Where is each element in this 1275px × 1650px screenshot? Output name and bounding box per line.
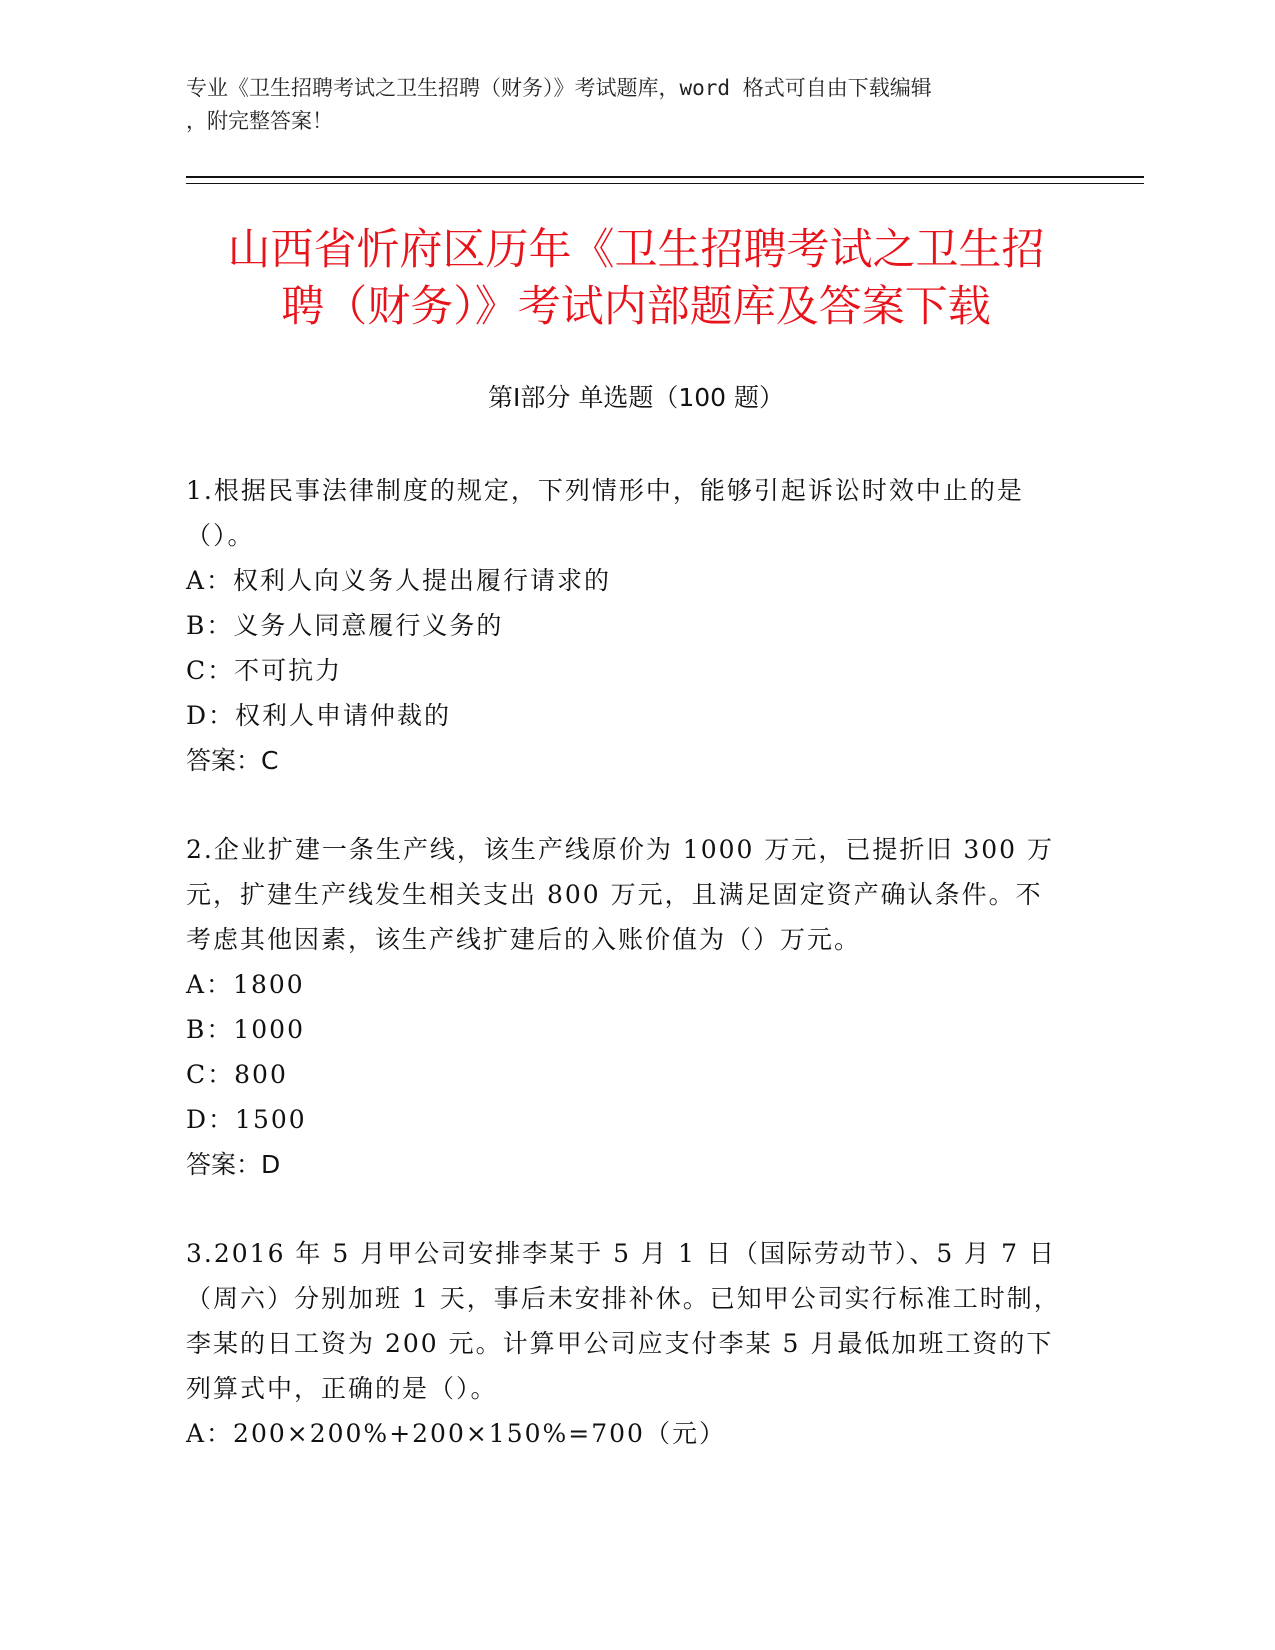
answer: 答案：D — [186, 1150, 281, 1179]
header-note-line-1: 专业《卫生招聘考试之卫生招聘（财务）》考试题库，word 格式可自由下载编辑 — [186, 76, 932, 100]
header-note-line-2: ，附完整答案！ — [186, 109, 333, 133]
option-c: C：不可抗力 — [186, 656, 343, 685]
option-b: B：1000 — [186, 1015, 305, 1044]
option-d: D：1500 — [186, 1105, 307, 1134]
question-stem: 3.2016 年 5 月甲公司安排李某于 5 月 1 日（国际劳动节）、5 月 7 日（周六）分别加班 1 天，事后未安排补休。已知甲公司实行标准工时制，李某的日工资为 200 元。计算甲公司应支付李某 5 月最低加班工资的下列算式中，正确的是（）。 — [186, 1239, 1061, 1403]
header-rule-thick — [186, 176, 1144, 178]
option-a: A：1800 — [186, 970, 305, 999]
header-rule-thin — [186, 183, 1144, 184]
document-title-line-2: 聘（财务）》考试内部题库及答案下载 — [281, 282, 991, 332]
question-stem: 2.企业扩建一条生产线，该生产线原价为 1000 万元，已提折旧 300 万元，扩建生产线发生相关支出 800 万元，且满足固定资产确认条件。不考虑其他因素，该生产线扩建后的入账价值为（）万元。 — [186, 835, 1054, 954]
answer: 答案：C — [186, 746, 279, 775]
question-1 — [186, 468, 1066, 783]
option-a: A：200×200%+200×150%=700（元） — [186, 1419, 726, 1448]
option-b: B：义务人同意履行义务的 — [186, 611, 504, 640]
question-stem: 1.根据民事法律制度的规定，下列情形中，能够引起诉讼时效中止的是（）。 — [186, 476, 1024, 550]
header-note — [186, 72, 1066, 138]
option-d: D：权利人申请仲裁的 — [186, 701, 452, 730]
option-c: C：800 — [186, 1060, 288, 1089]
question-2 — [186, 827, 1066, 1187]
question-3 — [186, 1231, 1066, 1456]
question-list — [186, 468, 1066, 1500]
document-title-line-1: 山西省忻府区历年《卫生招聘考试之卫生招 — [227, 225, 1045, 275]
document-title — [186, 222, 1086, 336]
section-heading: 第Ⅰ部分 单选题（100 题） — [488, 383, 784, 412]
option-a: A：权利人向义务人提出履行请求的 — [186, 566, 612, 595]
